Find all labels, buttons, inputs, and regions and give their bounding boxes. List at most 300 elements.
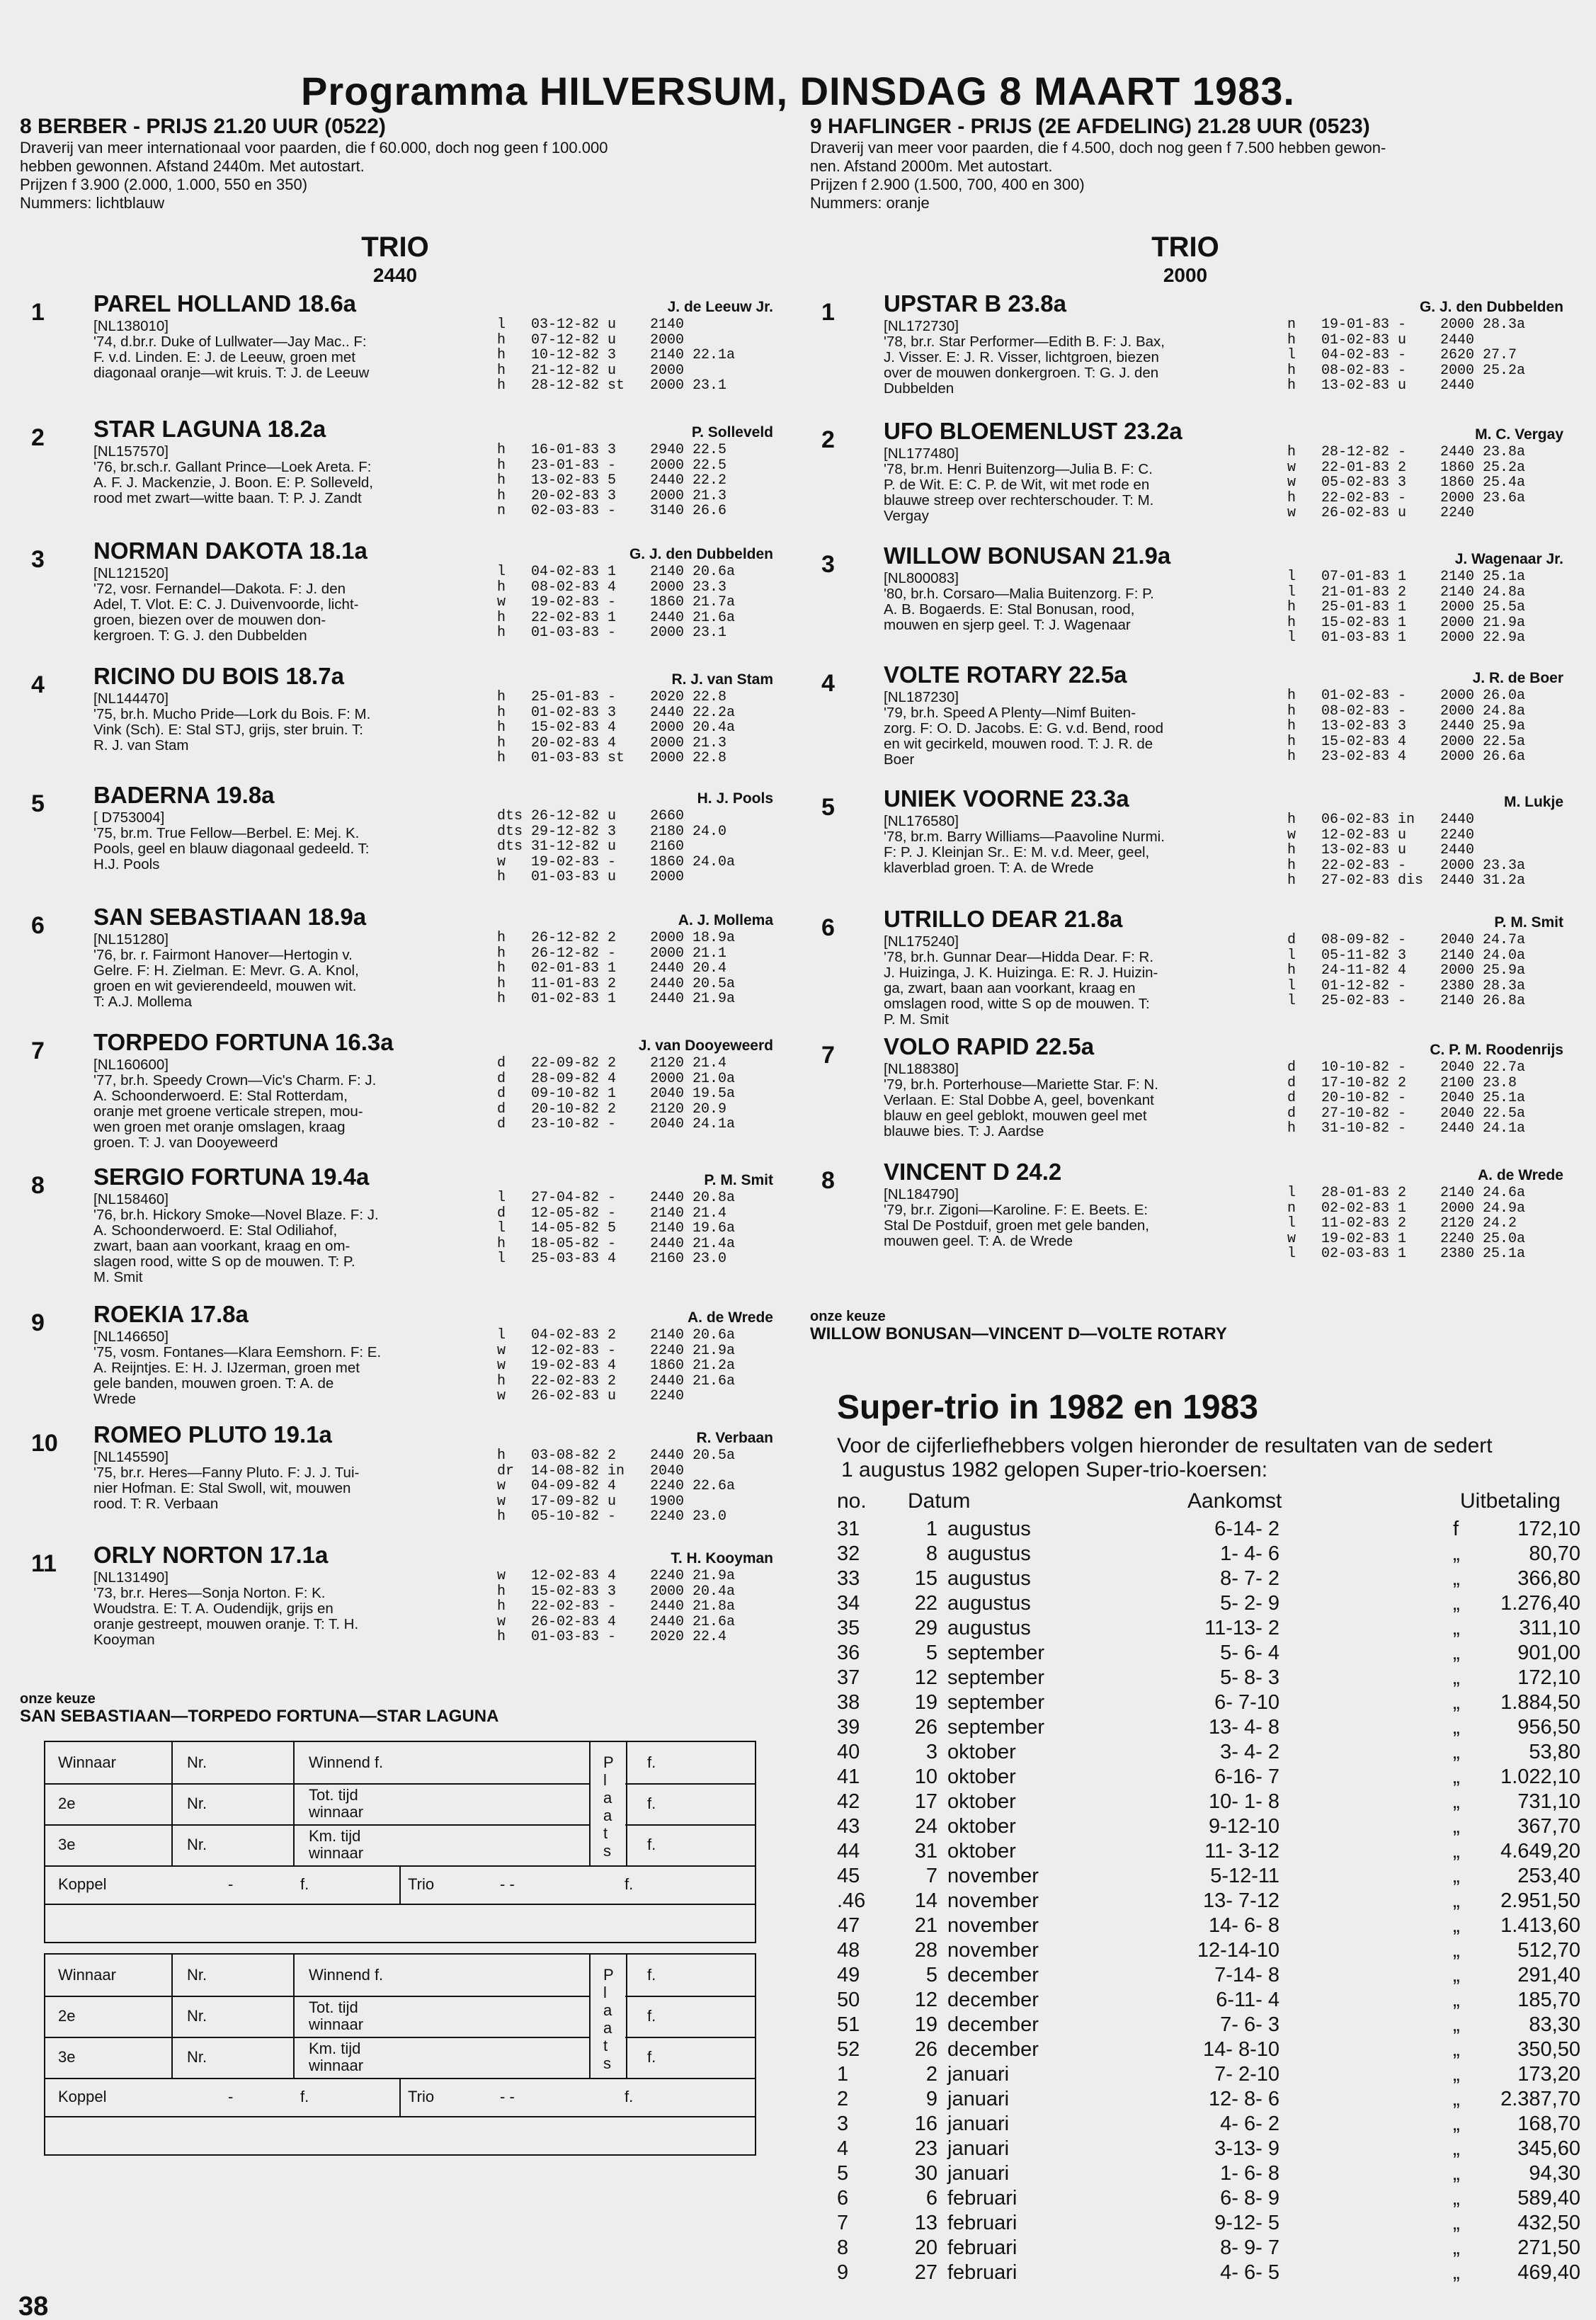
supertrio-row bbox=[837, 1691, 1588, 1716]
row-month: februari bbox=[947, 2236, 1018, 2259]
result-line: h 23-02-83 4 2000 26.6a bbox=[1287, 749, 1526, 766]
result-line: h 28-12-82 st 2000 23.1 bbox=[497, 377, 727, 394]
row-day: 5 bbox=[925, 1964, 937, 1986]
recent-results bbox=[1287, 1060, 1525, 1137]
supertrio-row bbox=[837, 1989, 1588, 2013]
result-line: w 04-09-82 4 2240 22.6a bbox=[497, 1478, 736, 1495]
horse-number: 1 bbox=[31, 299, 45, 326]
form-label: Km. tijd bbox=[309, 1827, 361, 1845]
row-aankomst: 5- 8- 3 bbox=[1220, 1666, 1279, 1689]
desc-line: '80, br.h. Corsaro—Malia Buitenzorg. F: P. bbox=[884, 586, 1154, 602]
trainer-name: C. P. M. Roodenrijs bbox=[1430, 1042, 1563, 1058]
form-label: s bbox=[603, 2054, 611, 2072]
desc-line: Vergay bbox=[884, 508, 929, 524]
result-line: h 06-02-83 in 2440 bbox=[1287, 812, 1475, 828]
row-aankomst: 3- 4- 2 bbox=[1220, 1741, 1279, 1763]
result-line: h 13-02-83 3 2440 25.9a bbox=[1287, 718, 1526, 735]
desc-line: Boer bbox=[884, 751, 915, 768]
form-line bbox=[171, 1742, 173, 1865]
desc-line: [NL188380] bbox=[884, 1061, 959, 1077]
row-uitbetaling: 4.649,20 bbox=[1500, 1840, 1580, 1863]
form-line bbox=[399, 2078, 401, 2116]
desc-line: zwart, baan aan voorkant, kraag en om- bbox=[93, 1238, 350, 1254]
row-day: 22 bbox=[914, 1592, 937, 1615]
desc-line: [NL146650] bbox=[93, 1329, 169, 1345]
row-aankomst: 1- 4- 6 bbox=[1220, 1542, 1279, 1565]
row-month: januari bbox=[947, 2063, 1010, 2086]
desc-line: '75, br.r. Heres—Fanny Pluto. F: J. J. Tui- bbox=[93, 1465, 360, 1481]
row-month: november bbox=[947, 1939, 1039, 1962]
result-form bbox=[44, 1953, 756, 2156]
form-label: 3e bbox=[58, 1836, 76, 1853]
row-aankomst: 13- 7-12 bbox=[1202, 1889, 1279, 1912]
row-aankomst: 7-14- 8 bbox=[1214, 1964, 1279, 1986]
desc-line: [NL175240] bbox=[884, 933, 959, 950]
supertrio-row bbox=[837, 1914, 1588, 1939]
row-day: 29 bbox=[914, 1617, 937, 1639]
row-day: 5 bbox=[925, 1642, 937, 1664]
desc-line: Gelre. F: H. Zielman. E: Mevr. G. A. Knol, bbox=[93, 962, 359, 979]
row-no: 5 bbox=[837, 2162, 849, 2185]
desc-line: '78, br.r. Star Performer—Edith B. F: J. Bax, bbox=[884, 334, 1165, 350]
supertrio-row bbox=[837, 1964, 1588, 1989]
form-line bbox=[399, 1865, 401, 1904]
result-line: h 02-01-83 1 2440 20.4 bbox=[497, 960, 727, 977]
row-month: augustus bbox=[947, 1617, 1031, 1639]
form-label: Nr. bbox=[187, 2007, 207, 2025]
form-line bbox=[45, 2037, 755, 2038]
col-aankomst: Aankomst bbox=[1187, 1489, 1282, 1513]
desc-line: oranje gestreept, mouwen oranje. T: T. H. bbox=[93, 1616, 359, 1632]
row-day: 17 bbox=[914, 1790, 937, 1813]
race-desc-line: Prijzen f 2.900 (1.500, 700, 400 en 300) bbox=[810, 176, 1085, 193]
row-month: januari bbox=[947, 2088, 1010, 2110]
horse-number: 10 bbox=[31, 1430, 58, 1457]
desc-line: R. J. van Stam bbox=[93, 737, 189, 754]
row-uitbetaling: 168,70 bbox=[1517, 2113, 1580, 2135]
result-line: d 27-10-82 - 2040 22.5a bbox=[1287, 1105, 1526, 1122]
form-label: - - bbox=[500, 1875, 515, 1893]
form-label: Trio bbox=[408, 2088, 435, 2105]
supertrio-row bbox=[837, 1741, 1588, 1765]
trainer-name: H. J. Pools bbox=[697, 790, 773, 807]
supertrio-row bbox=[837, 2137, 1588, 2162]
supertrio-row bbox=[837, 1889, 1588, 1914]
desc-line: J. Huizinga, J. K. Huizinga. E: R. J. Huizin- bbox=[884, 965, 1158, 981]
result-line: h 31-10-82 - 2440 24.1a bbox=[1287, 1120, 1526, 1137]
onze-keuze-label: onze keuze bbox=[20, 1691, 96, 1707]
supertrio-title: Super-trio in 1982 en 1983 bbox=[837, 1389, 1258, 1426]
result-line: h 01-02-83 u 2440 bbox=[1287, 331, 1475, 348]
result-line: h 01-02-83 3 2440 22.2a bbox=[497, 704, 736, 721]
race-desc-line: Draverij van meer voor paarden, die f 4.500, doch nog geen f 7.500 hebben gewon- bbox=[810, 139, 1386, 157]
row-uitbetaling: 345,60 bbox=[1517, 2137, 1580, 2160]
desc-line: '75, vosm. Fontanes—Klara Eemshorn. F: E. bbox=[93, 1344, 382, 1360]
horse-list bbox=[31, 290, 773, 1669]
form-label: Tot. tijd bbox=[309, 1998, 358, 2016]
desc-line: kergroen. T: G. J. den Dubbelden bbox=[93, 627, 307, 644]
desc-line: blauwe bies. T: J. Aardse bbox=[884, 1123, 1044, 1139]
row-no: 4 bbox=[837, 2137, 849, 2160]
result-line: h 01-02-83 - 2000 26.0a bbox=[1287, 688, 1526, 704]
row-aankomst: 7- 2-10 bbox=[1214, 2063, 1279, 2086]
row-aankomst: 12-14-10 bbox=[1197, 1939, 1279, 1962]
desc-line: Wrede bbox=[93, 1391, 137, 1407]
horse-name: ROEKIA 17.8a bbox=[93, 1301, 249, 1327]
result-line: d 08-09-82 - 2040 24.7a bbox=[1287, 932, 1526, 948]
form-label: winnaar bbox=[309, 1803, 364, 1821]
row-uitbetaling: 589,40 bbox=[1517, 2187, 1580, 2210]
row-month: september bbox=[947, 1691, 1045, 1714]
result-line: h 20-02-83 4 2000 21.3 bbox=[497, 734, 727, 751]
form-label: Nr. bbox=[187, 1836, 207, 1853]
desc-line: [NL158460] bbox=[93, 1191, 169, 1207]
horse-entry bbox=[821, 1159, 1563, 1286]
keuze-text: WILLOW BONUSAN—VINCENT D—VOLTE ROTARY bbox=[810, 1324, 1227, 1343]
horse-entry bbox=[31, 1542, 773, 1669]
row-aankomst: 10- 1- 8 bbox=[1209, 1790, 1279, 1813]
trio-label: TRIO bbox=[361, 232, 429, 263]
supertrio-row bbox=[837, 2261, 1588, 2286]
row-no: 8 bbox=[837, 2236, 849, 2259]
desc-line: T: A.J. Mollema bbox=[93, 994, 192, 1010]
form-label: t bbox=[603, 2037, 608, 2054]
form-label: Nr. bbox=[187, 1795, 207, 1812]
row-uitbetaling: 731,10 bbox=[1517, 1790, 1580, 1813]
row-uitbetaling: 291,40 bbox=[1517, 1964, 1580, 1986]
form-line bbox=[626, 1955, 627, 2078]
result-line: l 25-02-83 - 2140 26.8a bbox=[1287, 993, 1526, 1010]
desc-line: oranje met groene verticale strepen, mou- bbox=[93, 1103, 363, 1120]
row-currency: „ bbox=[1453, 1716, 1460, 1739]
horse-description bbox=[884, 1062, 1280, 1139]
horse-number: 3 bbox=[821, 551, 835, 578]
desc-line: '72, vosr. Fernandel—Dakota. F: J. den bbox=[93, 581, 346, 597]
desc-line: [NL145590] bbox=[93, 1449, 169, 1465]
row-day: 28 bbox=[914, 1939, 937, 1962]
row-currency: „ bbox=[1453, 1840, 1460, 1863]
row-day: 26 bbox=[914, 2038, 937, 2061]
row-currency: „ bbox=[1453, 1642, 1460, 1664]
form-label: Winnaar bbox=[58, 1966, 116, 1984]
result-line: h 24-11-82 4 2000 25.9a bbox=[1287, 962, 1526, 979]
form-label: f. bbox=[625, 2088, 634, 2105]
desc-line: F: P. J. Kleinjan Sr.. E: M. v.d. Meer, geel, bbox=[884, 844, 1150, 860]
horse-number: 6 bbox=[31, 912, 45, 939]
result-line: w 26-02-83 4 2440 21.6a bbox=[497, 1613, 736, 1630]
row-aankomst: 6- 7-10 bbox=[1214, 1691, 1279, 1714]
horse-number: 2 bbox=[821, 426, 835, 453]
desc-line: wen groen met oranje omslagen, kraag bbox=[93, 1119, 346, 1135]
row-day: 12 bbox=[914, 1666, 937, 1689]
form-line bbox=[293, 1955, 295, 2078]
row-no: 34 bbox=[837, 1592, 860, 1615]
result-line: d 09-10-82 1 2040 19.5a bbox=[497, 1086, 736, 1103]
desc-line: mouwen en sjerp geel. T: J. Wagenaar bbox=[884, 617, 1131, 633]
supertrio-row bbox=[837, 1939, 1588, 1964]
supertrio-row bbox=[837, 2063, 1588, 2088]
desc-line: nier Hofman. E: Stal Swoll, wit, mouwen bbox=[93, 1480, 351, 1496]
desc-line: mouwen geel. T: A. de Wrede bbox=[884, 1233, 1073, 1249]
row-day: 15 bbox=[914, 1567, 937, 1590]
supertrio-row bbox=[837, 2038, 1588, 2063]
form-label: Nr. bbox=[187, 1753, 207, 1771]
row-month: februari bbox=[947, 2212, 1018, 2234]
row-day: 24 bbox=[914, 1815, 937, 1838]
result-line: h 11-01-83 2 2440 20.5a bbox=[497, 975, 736, 992]
horse-description bbox=[93, 1329, 490, 1407]
row-currency: „ bbox=[1453, 1765, 1460, 1788]
recent-results bbox=[497, 317, 735, 394]
form-line bbox=[45, 1904, 755, 1905]
horse-number: 6 bbox=[821, 914, 835, 941]
form-label: winnaar bbox=[309, 2015, 364, 2033]
row-uitbetaling: 350,50 bbox=[1517, 2038, 1580, 2061]
desc-line: Pools, geel en blauw diagonaal gedeeld. T: bbox=[93, 841, 370, 857]
form-label: f. bbox=[647, 1966, 656, 1984]
horse-name: RICINO DU BOIS 18.7a bbox=[93, 663, 344, 689]
trainer-name: A. J. Mollema bbox=[678, 912, 773, 928]
desc-line: '78, br.m. Henri Buitenzorg—Julia B. F: C. bbox=[884, 461, 1153, 477]
supertrio-row bbox=[837, 2187, 1588, 2212]
result-line: h 15-02-83 3 2000 20.4a bbox=[497, 1583, 736, 1600]
row-uitbetaling: 173,20 bbox=[1517, 2063, 1580, 2086]
row-day: 7 bbox=[925, 1865, 937, 1887]
result-line: h 22-02-83 - 2440 21.8a bbox=[497, 1598, 736, 1615]
desc-line: Adel, T. Vlot. E: C. J. Duivenvoorde, licht- bbox=[93, 596, 359, 613]
horse-description bbox=[884, 690, 1280, 768]
row-uitbetaling: 53,80 bbox=[1529, 1741, 1580, 1763]
form-line bbox=[45, 1783, 755, 1785]
row-aankomst: 9-12- 5 bbox=[1214, 2212, 1279, 2234]
row-month: november bbox=[947, 1865, 1039, 1887]
horse-name: ORLY NORTON 17.1a bbox=[93, 1542, 329, 1568]
intro-line: Voor de cijferliefhebbers volgen hieronder de resultaten van de sedert bbox=[837, 1434, 1493, 1457]
form-label: f. bbox=[647, 1753, 656, 1771]
desc-line: '77, br.h. Speedy Crown—Vic's Charm. F: J. bbox=[93, 1072, 377, 1088]
horse-entry bbox=[31, 1029, 773, 1164]
race-desc-line: Nummers: oranje bbox=[810, 194, 930, 212]
result-line: h 01-03-83 - 2020 22.4 bbox=[497, 1629, 727, 1646]
result-line: l 07-01-83 1 2140 25.1a bbox=[1287, 569, 1526, 585]
horse-number: 11 bbox=[31, 1550, 57, 1577]
row-month: januari bbox=[947, 2162, 1010, 2185]
result-line: h 01-02-83 1 2440 21.9a bbox=[497, 991, 736, 1008]
result-line: l 25-03-83 4 2160 23.0 bbox=[497, 1251, 727, 1268]
result-line: n 02-02-83 1 2000 24.9a bbox=[1287, 1200, 1526, 1217]
form-label: l bbox=[603, 1984, 607, 2001]
supertrio-intro bbox=[837, 1434, 1580, 1482]
form-label: Nr. bbox=[187, 2048, 207, 2066]
result-line: h 08-02-83 - 2000 24.8a bbox=[1287, 703, 1526, 720]
form-label: Nr. bbox=[187, 1966, 207, 1984]
row-day: 13 bbox=[914, 2212, 937, 2234]
row-month: september bbox=[947, 1642, 1045, 1664]
row-month: november bbox=[947, 1889, 1039, 1912]
col-uitbetaling: Uitbetaling bbox=[1460, 1489, 1561, 1513]
horse-description bbox=[884, 1187, 1280, 1249]
horse-list bbox=[821, 290, 1563, 1286]
row-currency: „ bbox=[1453, 1542, 1460, 1565]
desc-line: P. de Wit. E: C. P. de Wit, wit met rode en bbox=[884, 477, 1150, 493]
result-form bbox=[44, 1741, 756, 1943]
desc-line: '79, br.r. Zigoni—Karoline. F: E. Beets. E: bbox=[884, 1202, 1148, 1218]
row-aankomst: 14- 6- 8 bbox=[1209, 1914, 1279, 1937]
supertrio-section bbox=[837, 1388, 1580, 2297]
page-number: 38 bbox=[18, 2292, 49, 2320]
form-label: s bbox=[603, 1842, 611, 1860]
horse-description bbox=[93, 319, 490, 381]
horse-description bbox=[884, 934, 1280, 1028]
row-month: december bbox=[947, 1989, 1039, 2011]
row-no: 49 bbox=[837, 1964, 860, 1986]
trainer-name: G. J. den Dubbelden bbox=[629, 546, 773, 562]
horse-description bbox=[884, 814, 1280, 876]
row-currency: „ bbox=[1453, 1989, 1460, 2011]
result-line: h 23-01-83 - 2000 22.5 bbox=[497, 457, 727, 474]
supertrio-row bbox=[837, 2013, 1588, 2038]
row-no: 51 bbox=[837, 2013, 860, 2036]
row-no: 41 bbox=[837, 1765, 860, 1788]
trainer-name: T. H. Kooyman bbox=[671, 1550, 773, 1566]
recent-results bbox=[497, 690, 735, 766]
desc-line: [NL157570] bbox=[93, 443, 169, 460]
row-no: 9 bbox=[837, 2261, 849, 2284]
desc-line: [NL138010] bbox=[93, 318, 169, 334]
form-label: f. bbox=[647, 2048, 656, 2066]
col-no: no. bbox=[837, 1489, 867, 1513]
row-aankomst: 8- 7- 2 bbox=[1220, 1567, 1279, 1590]
form-label: Koppel bbox=[58, 1875, 107, 1893]
form-label: t bbox=[603, 1824, 608, 1842]
result-line: w 05-02-83 3 1860 25.4a bbox=[1287, 474, 1526, 491]
result-line: w 19-02-83 - 1860 21.7a bbox=[497, 594, 736, 611]
desc-line: Verlaan. E: Stal Dobbe A, geel, bovenkant bbox=[884, 1092, 1154, 1108]
desc-line: rood. T: R. Verbaan bbox=[93, 1496, 219, 1512]
row-no: 31 bbox=[837, 1518, 860, 1540]
row-aankomst: 13- 4- 8 bbox=[1209, 1716, 1279, 1739]
horse-entry bbox=[31, 1164, 773, 1301]
row-day: 3 bbox=[925, 1741, 937, 1763]
row-no: 50 bbox=[837, 1989, 860, 2011]
row-no: 42 bbox=[837, 1790, 860, 1813]
result-line: d 23-10-82 - 2040 24.1a bbox=[497, 1116, 736, 1133]
result-line: l 04-02-83 1 2140 20.6a bbox=[497, 564, 736, 580]
result-line: w 19-02-83 1 2240 25.0a bbox=[1287, 1230, 1526, 1247]
horse-name: VINCENT D 24.2 bbox=[884, 1159, 1062, 1185]
row-uitbetaling: 469,40 bbox=[1517, 2261, 1580, 2284]
row-uitbetaling: 1.884,50 bbox=[1500, 1691, 1580, 1714]
result-line: h 26-12-82 2 2000 18.9a bbox=[497, 930, 736, 946]
row-day: 23 bbox=[914, 2137, 937, 2160]
result-line: h 16-01-83 3 2940 22.5 bbox=[497, 442, 727, 458]
form-line bbox=[293, 1742, 295, 1865]
row-aankomst: 11-13- 2 bbox=[1204, 1617, 1279, 1639]
horse-name: VOLTE ROTARY 22.5a bbox=[884, 661, 1127, 688]
row-uitbetaling: 367,70 bbox=[1517, 1815, 1580, 1838]
desc-line: en wit gecirkeld, mouwen rood. T: J. R. de bbox=[884, 736, 1153, 752]
row-month: februari bbox=[947, 2187, 1018, 2210]
horse-name: UNIEK VOORNE 23.3a bbox=[884, 785, 1129, 812]
desc-line: [NL160600] bbox=[93, 1057, 169, 1073]
recent-results bbox=[497, 931, 735, 1007]
horse-name: BADERNA 19.8a bbox=[93, 782, 275, 808]
supertrio-row bbox=[837, 1642, 1588, 1666]
row-month: oktober bbox=[947, 1765, 1016, 1788]
desc-line: A. B. Bogaerds. E: Stal Bonusan, rood, bbox=[884, 601, 1135, 618]
row-aankomst: 6-11- 4 bbox=[1216, 1989, 1279, 2011]
horse-description bbox=[93, 1450, 490, 1512]
supertrio-header bbox=[837, 1489, 1580, 1518]
row-uitbetaling: 80,70 bbox=[1529, 1542, 1580, 1565]
supertrio-row bbox=[837, 2162, 1588, 2187]
race-desc-line: Draverij van meer internationaal voor paarden, die f 60.000, doch nog geen f 100.000 bbox=[20, 139, 608, 157]
row-uitbetaling: 271,50 bbox=[1517, 2236, 1580, 2259]
row-aankomst: 6-16- 7 bbox=[1214, 1765, 1279, 1788]
desc-line: '75, br.m. True Fellow—Berbel. E: Mej. K. bbox=[93, 825, 360, 841]
row-day: 6 bbox=[925, 2187, 937, 2210]
row-aankomst: 12- 8- 6 bbox=[1209, 2088, 1279, 2110]
desc-line: [NL177480] bbox=[884, 445, 959, 462]
recent-results bbox=[1287, 688, 1525, 765]
race-header: 9 HAFLINGER - PRIJS (2E AFDELING) 21.28 UUR (0523) bbox=[810, 115, 1370, 138]
result-line: w 19-02-83 4 1860 21.2a bbox=[497, 1358, 736, 1375]
result-line: h 13-02-83 5 2440 22.2 bbox=[497, 472, 727, 489]
row-no: 3 bbox=[837, 2113, 849, 2135]
recent-results bbox=[497, 564, 735, 641]
row-currency: „ bbox=[1453, 1964, 1460, 1986]
row-currency: „ bbox=[1453, 2187, 1460, 2210]
result-line: h 22-02-83 2 2440 21.6a bbox=[497, 1372, 736, 1389]
row-aankomst: 4- 6- 2 bbox=[1220, 2113, 1279, 2135]
row-day: 8 bbox=[925, 1542, 937, 1565]
result-line: h 21-12-82 u 2000 bbox=[497, 362, 685, 379]
form-label: P bbox=[603, 1966, 614, 1984]
row-day: 9 bbox=[925, 2088, 937, 2110]
desc-line: over de mouwen donkergroen. T: G. J. den bbox=[884, 365, 1159, 381]
row-uitbetaling: 1.022,10 bbox=[1500, 1765, 1580, 1788]
onze-keuze-label: onze keuze bbox=[810, 1309, 886, 1324]
desc-line: '74, d.br.r. Duke of Lullwater—Jay Mac.. F: bbox=[93, 334, 367, 350]
result-line: d 17-10-82 2 2100 23.8 bbox=[1287, 1074, 1517, 1091]
desc-line: H.J. Pools bbox=[93, 856, 160, 872]
row-month: september bbox=[947, 1666, 1045, 1689]
recent-results bbox=[1287, 317, 1525, 394]
horse-entry bbox=[821, 661, 1563, 785]
result-line: w 12-02-83 u 2240 bbox=[1287, 826, 1475, 843]
supertrio-row bbox=[837, 1617, 1588, 1642]
desc-line: blauwe streep over rechterschouder. T: M. bbox=[884, 492, 1154, 508]
horse-number: 9 bbox=[31, 1309, 45, 1336]
result-line: h 15-02-83 4 2000 20.4a bbox=[497, 720, 736, 737]
result-line: h 13-02-83 u 2440 bbox=[1287, 842, 1475, 859]
result-line: h 22-02-83 - 2000 23.6a bbox=[1287, 489, 1526, 506]
horse-name: STAR LAGUNA 18.2a bbox=[93, 416, 326, 442]
horse-name: UFO BLOEMENLUST 23.2a bbox=[884, 418, 1182, 444]
keuze-text: SAN SEBASTIAAN—TORPEDO FORTUNA—STAR LAGUNA bbox=[20, 1707, 499, 1726]
result-line: h 20-02-83 3 2000 21.3 bbox=[497, 487, 727, 504]
desc-line: [NL121520] bbox=[93, 565, 169, 581]
form-line bbox=[589, 1955, 591, 2078]
row-uitbetaling: 901,00 bbox=[1517, 1642, 1580, 1664]
supertrio-row bbox=[837, 1716, 1588, 1741]
horse-description bbox=[93, 932, 490, 1010]
row-currency: „ bbox=[1453, 2236, 1460, 2259]
row-day: 19 bbox=[914, 1691, 937, 1714]
race-description bbox=[20, 139, 770, 212]
trainer-name: J. de Leeuw Jr. bbox=[667, 299, 773, 315]
result-line: h 22-02-83 1 2440 21.6a bbox=[497, 609, 736, 626]
